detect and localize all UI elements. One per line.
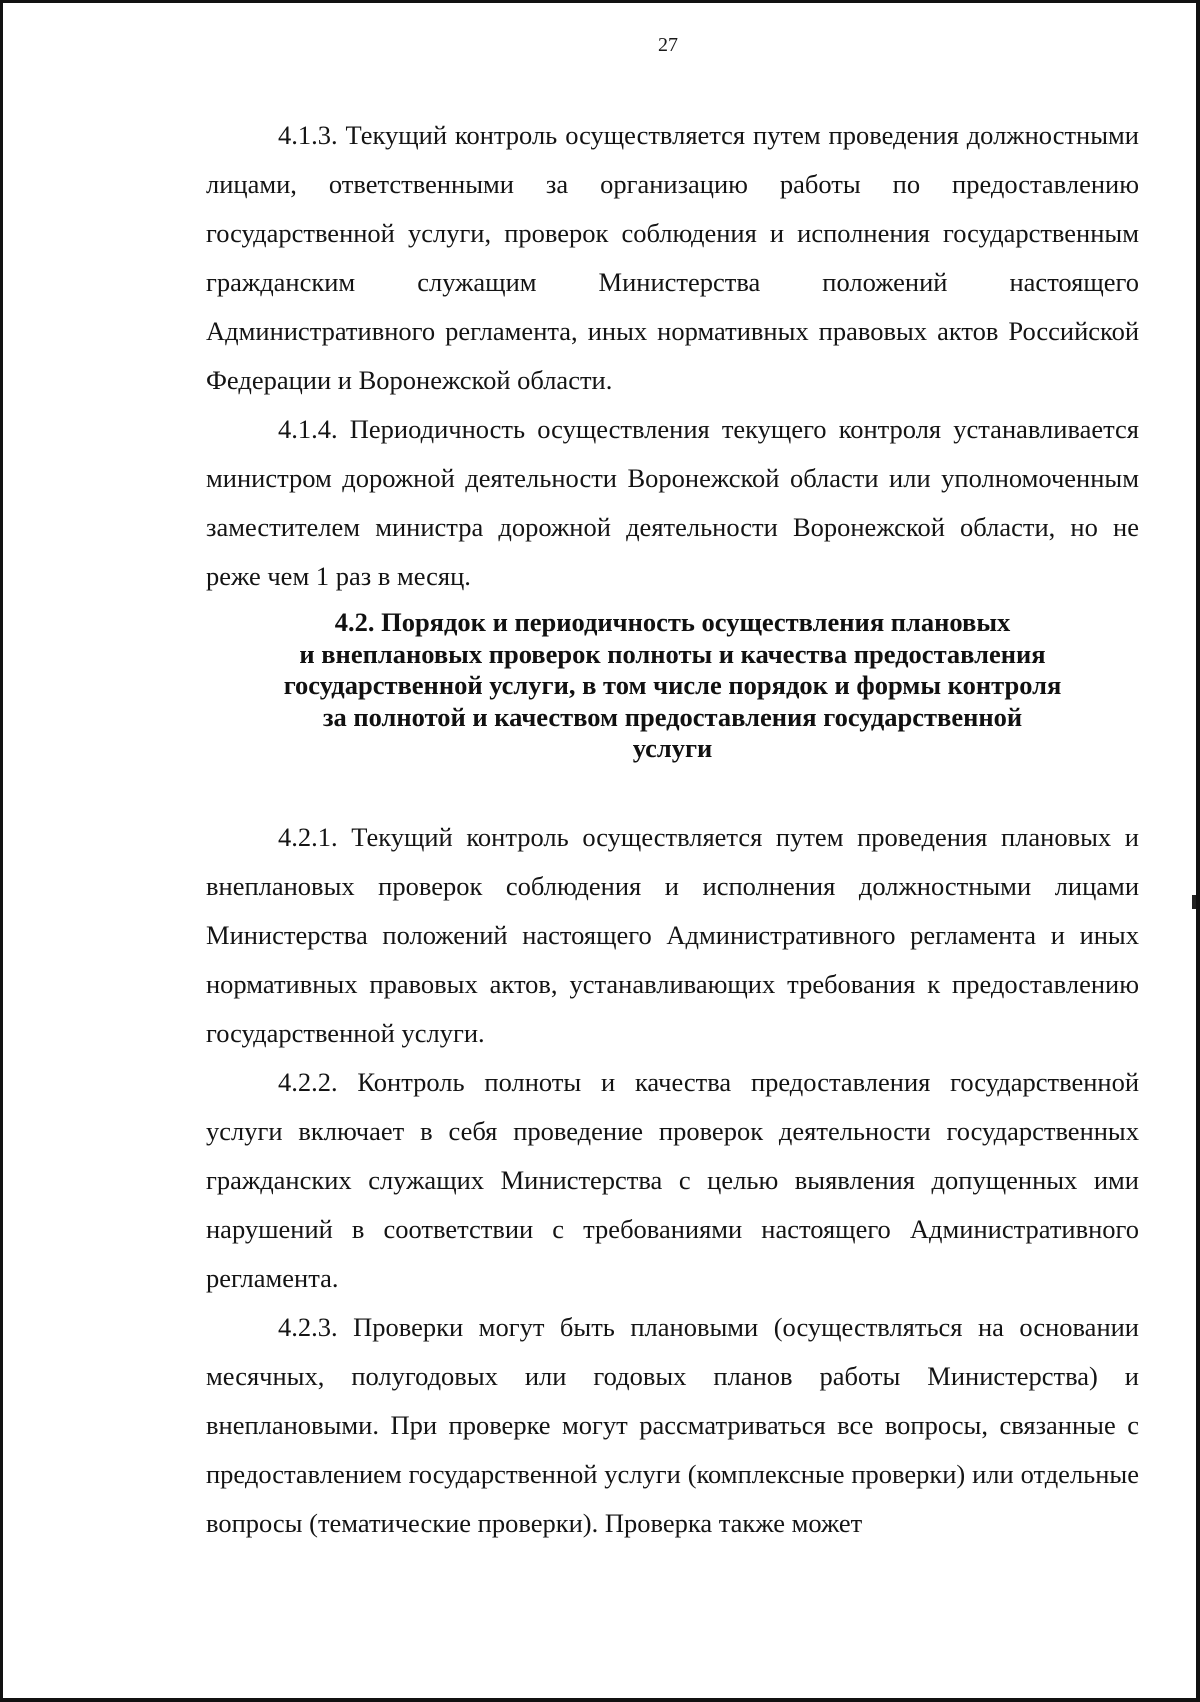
paragraph-group-4-2 [206, 813, 1139, 1548]
paragraph-4-2-1: 4.2.1. Текущий контроль осуществляется путем проведения плановых и внеплановых проверок соблюдения и исполнения должностными лицами Министерства положений настоящего Административного регламента и иных нормативных правовых актов, устанавливающих требования к предоставлению государственной услуги. [206, 822, 1139, 1048]
section-heading-line: услуги [632, 733, 713, 763]
paragraph-4-1-4: 4.1.4. Периодичность осуществления текущего контроля устанавливается министром дорожной деятельности Воронежской области или уполномоченным заместителем министра дорожной деятельности Воронежской области, но не реже чем 1 раз в месяц. [206, 414, 1139, 591]
paragraph-4-1-3: 4.1.3. Текущий контроль осуществляется путем проведения должностными лицами, ответственными за организацию работы по предоставлению государственной услуги, проверок соблюдения и исполнения государственным гражданским служащим Министерства положений настоящего Административного регламента, иных нормативных правовых актов Российской Федерации и Воронежской области. [206, 120, 1139, 395]
paragraph-4-2-2: 4.2.2. Контроль полноты и качества предоставления государственной услуги включает в себя проведение проверок деятельности государственных гражданских служащих Министерства с целью выявления допущенных ими нарушений в соответствии с требованиями настоящего Административного регламента. [206, 1067, 1139, 1293]
section-heading-line: 4.2. Порядок и периодичность осуществления плановых [334, 607, 1011, 637]
section-heading-line: за полнотой и качеством предоставления государственной [322, 701, 1023, 732]
paragraph-4-2-3: 4.2.3. Проверки могут быть плановыми (осуществляться на основании месячных, полугодовых или годовых планов работы Министерства) и внеплановыми. При проверке могут рассматриваться все вопросы, связанные с предоставлением государственной услуги (комплексные проверки) или отдельные вопросы (тематические проверки). Проверка также может [206, 1312, 1139, 1538]
section-heading-4-2 [206, 607, 1139, 765]
scan-margin-mark [1192, 895, 1196, 909]
section-heading-line: и внеплановых проверок полноты и качества предоставления [299, 638, 1046, 669]
page-number: 27 [658, 34, 678, 56]
paragraph-group-4-1 [206, 111, 1139, 601]
section-heading-line: государственной услуги, в том числе порядок и формы контроля [283, 670, 1062, 700]
